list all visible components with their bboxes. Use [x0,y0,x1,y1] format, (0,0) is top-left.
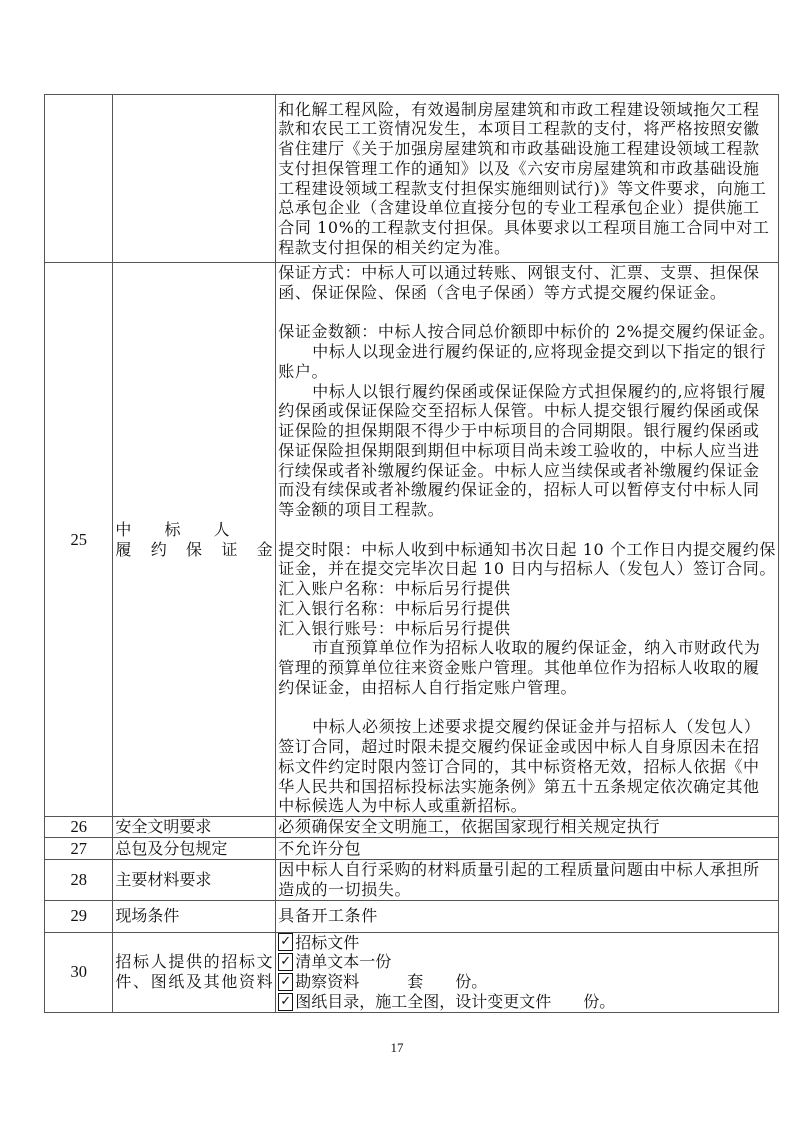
table-row [45,95,779,263]
item-number: 25 [45,263,113,817]
table-row [45,263,779,817]
item-name [113,263,276,817]
item-name: 现场条件 [113,900,276,932]
content-line: 具备开工条件 [278,906,378,926]
content-line: 中标候选人为中标人或重新招标。 [278,796,528,816]
content-line: 保证保险担保期限到期但中标项目尚未竣工验收的，中标人应当进 [278,440,760,460]
item-name [113,932,276,1012]
checked-box-icon[interactable]: ✓ [278,973,293,991]
content-line: 而没有续保或者补缴履约保证金的，招标人可以暂停支付中标人同 [278,480,760,500]
content-line: 汇入银行账号：中标后另行提供 [278,618,511,638]
content-line: 市直预算单位作为招标人收取的履约保证金，纳入市财政代为 [312,638,761,658]
item-content [276,838,779,860]
table-row [45,860,779,901]
content-line: 保证方式：中标人可以通过转账、网银支付、汇票、支票、担保保 [278,263,760,282]
item-name-line: 件、图纸及其他资料 [115,972,274,991]
checklist-label: 勘察资料 套 份。 [295,972,488,991]
item-number: 26 [45,817,113,838]
content-line: 账户。 [278,361,329,381]
item-number: 27 [45,838,113,860]
checklist-item [278,933,776,953]
table-row [45,838,779,860]
content-line [278,698,776,718]
item-content [276,263,779,817]
content-line: 证金，并在提交完毕次日起 10 日内与招标人（发包人）签订合同。 [278,559,776,579]
content-line [278,520,776,540]
checklist-label: 招标文件 [295,932,360,952]
check-mark-icon[interactable]: ✓ [278,993,293,1011]
table-row [45,817,779,838]
bid-data-table [44,94,779,1013]
item-name: 主要材料要求 [113,860,276,901]
content-line: 中标人必须按上述要求提交履约保证金并与招标人（发包人） [312,717,761,737]
content-line: 证保险的担保期限不得少于中标项目的合同期限。银行履约保函或 [278,421,760,440]
content-line: 程款支付担保的相关约定为准。 [278,237,511,257]
content-line [278,303,776,323]
content-line: 不允许分包 [278,838,362,858]
table-row [45,932,779,1012]
check-mark-icon[interactable]: ✓ [278,953,293,971]
checklist-item [278,992,776,1012]
content-line: 保证金数额：中标人按合同总价额即中标价的 2%提交履约保证金。 [278,322,776,342]
item-name-line: 履约保证金 [115,539,274,559]
checklist-label: 清单文本一份 [295,952,392,972]
check-mark-icon[interactable]: ✓ [278,933,293,951]
content-line: 中标人以银行履约保函或保证保险方式担保履约的,应将银行履 [312,381,767,401]
content-line: 汇入账户名称：中标后另行提供 [278,579,511,598]
content-line: 标文件约定时限内签订合同的，其中标资格无效，招标人依据《中 [278,756,760,776]
content-line: 款和农民工工资情况发生，本项目工程款的支付，将严格按照安徽 [278,119,760,139]
page-number: 17 [390,1040,404,1055]
item-number [45,95,113,263]
item-content [276,817,779,838]
item-name: 总包及分包规定 [113,838,276,860]
item-name-line: 中 标 人 [115,519,244,539]
item-number: 30 [45,932,113,1012]
item-content [276,95,779,263]
content-line: 函、保证保险、保函（含电子保函）等方式提交履约保证金。 [278,282,727,302]
item-number: 29 [45,900,113,932]
item-name: 安全文明要求 [113,817,276,838]
item-content [276,900,779,932]
content-line: 签订合同，超过时限未提交履约保证金或因中标人自身原因未在招 [278,737,760,756]
content-line: 支付担保管理工作的通知》以及《六安市房屋建筑和市政基础设施 [278,158,760,178]
checklist-item [278,952,776,972]
content-line: 约保证金，由招标人自行指定账户管理。 [278,677,578,697]
content-line: 工程建设领域工程款支付担保实施细则试行)》等文件要求，向施工 [278,178,767,198]
content-line: 管理的预算单位往来资金账户管理。其他单位作为招标人收取的履 [278,658,760,677]
content-line: 因中标人自行采购的材料质量引起的工程质量问题由中标人承担所 [278,860,760,879]
content-line: 总承包企业（含建设单位直接分包的专业工程承包企业）提供施工 [278,198,760,218]
content-line: 省住建厅《关于加强房屋建筑和市政基础设施工程建设领域工程款 [278,139,760,158]
content-line: 合同 10%的工程款支付担保。具体要求以工程项目施工合同中对工 [278,218,770,237]
content-line: 中标人以现金进行履约保证的,应将现金提交到以下指定的银行 [312,342,767,361]
content-line: 必须确保安全文明施工，依据国家现行相关规定执行 [278,817,661,837]
content-line: 提交时限：中标人收到中标通知书次日起 10 个工作日内提交履约保 [278,539,776,559]
content-line: 约保函或保证保险交至招标人保管。中标人提交银行履约保函或保 [278,401,760,421]
item-content [276,932,779,1012]
item-name [113,95,276,263]
item-content [276,860,779,901]
content-line: 汇入银行名称：中标后另行提供 [278,598,511,618]
content-line: 行续保或者补缴履约保证金。中标人应当续保或者补缴履约保证金 [278,460,760,480]
item-name-line: 招标人提供的招标文 [115,952,274,972]
content-line: 和化解工程风险，有效遏制房屋建筑和市政工程建设领域拖欠工程 [278,99,760,119]
content-line: 华人民共和国招标投标法实施条例》第五十五条规定依次确定其他 [278,776,760,796]
checklist-label: 图纸目录，施工全图，设计变更文件 份。 [295,991,616,1011]
content-line: 造成的一切损失。 [278,879,412,899]
checklist-item [278,972,776,992]
content-line: 等金额的项目工程款。 [278,500,445,519]
table-row [45,900,779,932]
item-number: 28 [45,860,113,901]
